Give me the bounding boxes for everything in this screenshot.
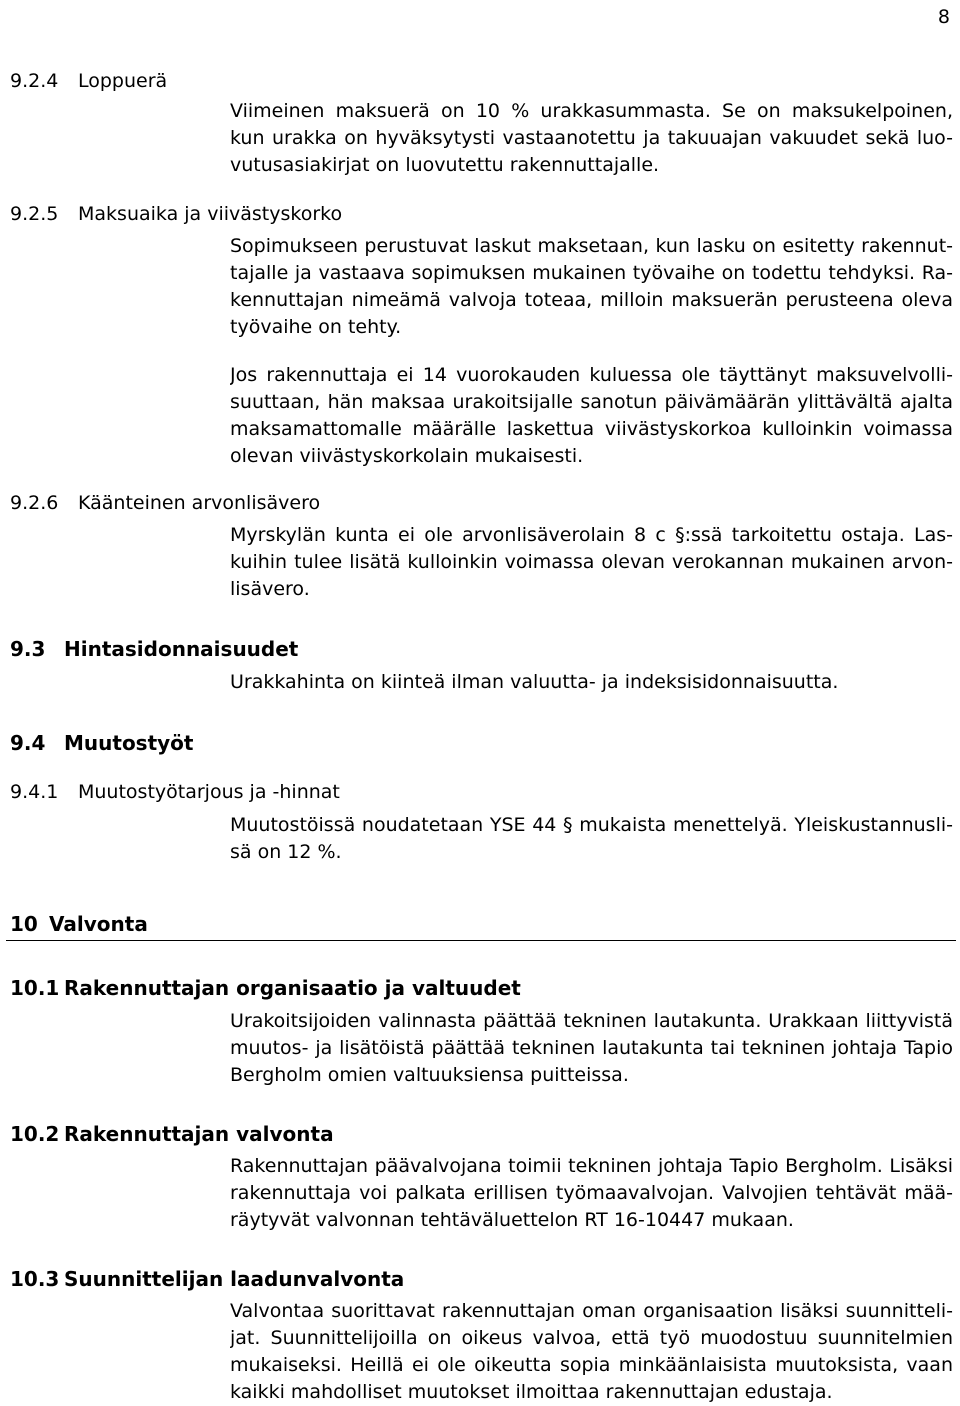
paragraph-line: Valvontaa suorittavat rakennuttajan oman organisaation lisäksi suunnitteli- [230,1300,953,1322]
heading-9-3 [10,637,298,661]
heading-10 [10,912,148,936]
heading-title: Suunnittelijan laadunvalvonta [64,1267,405,1291]
paragraph-line: lisävero. [230,578,310,600]
heading-number: 10.2 [10,1122,60,1146]
heading-underline [6,940,956,941]
heading-title: Hintasidonnaisuudet [64,637,299,661]
paragraph-organisaatio [230,1008,953,1089]
paragraph-line: muutos- ja lisätöistä päättää tekninen lautakunta tai tekninen johtaja Tapio [230,1037,953,1059]
heading-number: 10.3 [10,1267,60,1291]
heading-10-3 [10,1267,404,1291]
heading-number: 10 [10,912,38,936]
paragraph-line: Jos rakennuttaja ei 14 vuorokauden kuluessa ole täyttänyt maksuvelvolli- [230,364,953,386]
heading-title: Loppuerä [78,70,168,92]
heading-title: Rakennuttajan valvonta [64,1122,334,1146]
heading-number: 9.2.6 [10,492,59,514]
heading-number: 10.1 [10,976,60,1000]
paragraph-line: suuttaan, hän maksaa urakoitsijalle sanotun päivämäärän ylittävältä ajalta [230,391,953,413]
paragraph-line: Muutostöissä noudatetaan YSE 44 § mukaista menettelyä. Yleiskustannusli- [230,814,953,836]
paragraph-line: kaikki mahdolliset muutokset ilmoittaa rakennuttajan edustaja. [230,1381,833,1403]
paragraph-line: Myrskylän kunta ei ole arvonlisäverolain 8 c §:ssä tarkoitettu ostaja. Las- [230,524,953,546]
paragraph-muutostyot [230,812,953,866]
paragraph-line: vutusasiakirjat on luovutettu rakennuttajalle. [230,154,660,176]
heading-number: 9.2.5 [10,203,59,225]
heading-9-2-5 [10,203,342,225]
page-number: 8 [937,6,950,28]
heading-title: Maksuaika ja viivästyskorko [78,203,343,225]
heading-title: Käänteinen arvonlisävero [78,492,321,514]
paragraph-line: sä on 12 %. [230,841,342,863]
paragraph-line: tajalle ja vastaava sopimuksen mukainen työvaihe on todettu tehdyksi. Ra- [230,262,953,284]
paragraph-hintasidonnaisuudet [230,669,953,696]
heading-number: 9.4 [10,731,46,755]
heading-9-4 [10,731,193,755]
paragraph-line: rakennuttaja voi palkata erillisen työmaavalvojan. Valvojien tehtävät mää- [230,1182,953,1204]
paragraph-line: olevan viivästyskorkolain mukaisesti. [230,445,584,467]
paragraph-line: kuihin tulee lisätä kulloinkin voimassa olevan verokannan mukainen arvon- [230,551,953,573]
paragraph-line: Viimeinen maksuerä on 10 % urakkasummasta. Se on maksukelpoinen, [230,100,953,122]
paragraph-line: maksamattomalle määrälle laskettua viivästyskorkoa kulloinkin voimassa [230,418,953,440]
heading-9-2-6 [10,492,320,514]
heading-title: Rakennuttajan organisaatio ja valtuudet [64,976,521,1000]
paragraph-loppuera [230,98,953,179]
paragraph-viivastyskorko [230,362,953,470]
heading-9-2-4 [10,70,167,92]
paragraph-maksuaika [230,233,953,341]
paragraph-laadunvalvonta [230,1298,953,1406]
paragraph-line: Rakennuttajan päävalvojana toimii tekninen johtaja Tapio Bergholm. Lisäksi [230,1155,953,1177]
paragraph-line: kennuttajan nimeämä valvoja toteaa, milloin maksuerän perusteena oleva [230,289,953,311]
paragraph-arvonlisavero [230,522,953,603]
paragraph-line: jat. Suunnittelijoilla on oikeus valvoa, että työ muodostuu suunnitelmien [230,1327,953,1349]
paragraph-line: räytyvät valvonnan tehtäväluettelon RT 16-10447 mukaan. [230,1209,794,1231]
paragraph-line: mukaiseksi. Heillä ei ole oikeutta sopia minkäänlaisista muutoksista, vaan [230,1354,953,1376]
heading-number: 9.2.4 [10,70,59,92]
heading-10-2 [10,1122,334,1146]
paragraph-line: työvaihe on tehty. [230,316,402,338]
heading-title: Muutostyötarjous ja -hinnat [78,781,340,803]
paragraph-valvonta [230,1153,953,1234]
heading-number: 9.3 [10,637,46,661]
paragraph-line: Urakkahinta on kiinteä ilman valuutta- ja indeksisidonnaisuutta. [230,671,839,693]
paragraph-line: kun urakka on hyväksytysti vastaanotettu ja takuuajan vakuudet sekä luo- [230,127,953,149]
heading-10-1 [10,976,521,1000]
paragraph-line: Bergholm omien valtuuksiensa puitteissa. [230,1064,629,1086]
paragraph-line: Sopimukseen perustuvat laskut maksetaan, kun lasku on esitetty rakennut- [230,235,953,257]
heading-title: Muutostyöt [64,731,194,755]
paragraph-line: Urakoitsijoiden valinnasta päättää tekninen lautakunta. Urakkaan liittyvistä [230,1010,953,1032]
heading-number: 9.4.1 [10,781,59,803]
heading-9-4-1 [10,781,340,803]
heading-title: Valvonta [49,912,148,936]
